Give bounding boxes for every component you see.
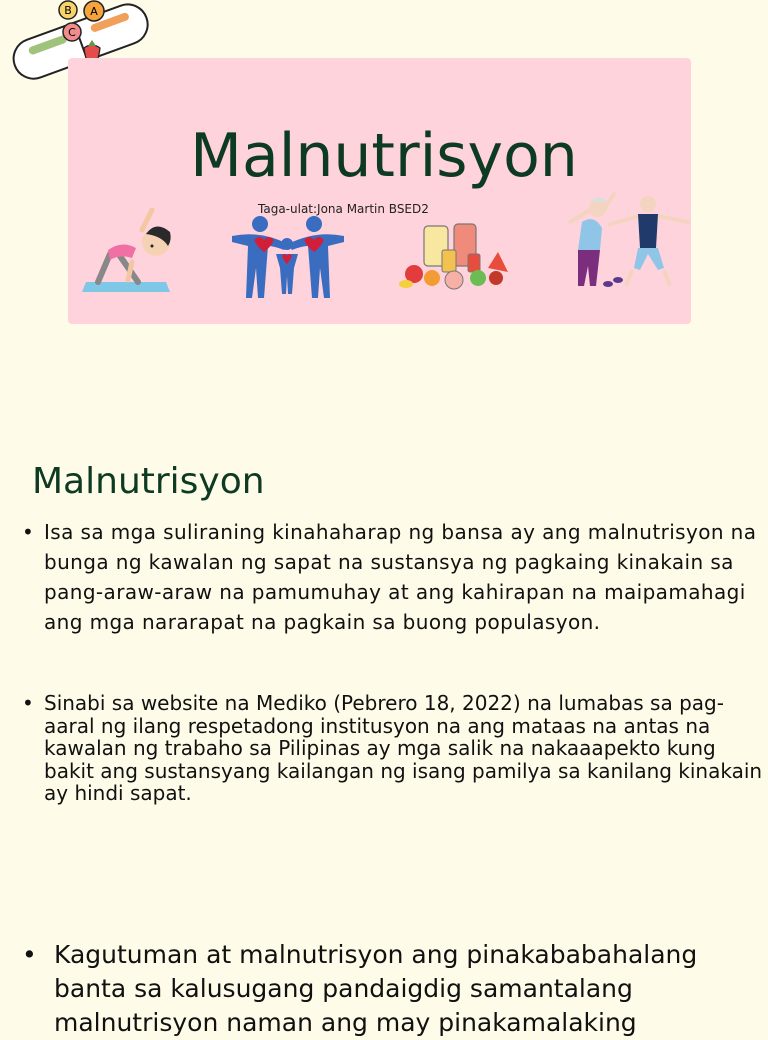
bullet-dot: • [22, 940, 37, 969]
bullet-item [22, 517, 762, 637]
banner-subtitle: Taga-ulat:Jona Martin BSED2 [258, 202, 429, 216]
bullet-dot: • [22, 520, 35, 544]
bullet-dot: • [22, 691, 34, 715]
bullet-item [22, 938, 742, 1040]
family-hearts-illustration [230, 214, 346, 300]
section-heading: Malnutrisyon [32, 461, 265, 502]
bullet-text: Kagutuman at malnutrisyon ang pinakababahalang banta sa kalusugang pandaigdig samantalang malnutrisyon naman ang may pinakamalaking [54, 940, 698, 1037]
vitamin-b-label: B [64, 4, 72, 17]
bullet-text: Sinabi sa website na Mediko (Pebrero 18, 2022) na lumabas sa pag-aaral ng ilang respetadong institusyon na ang mataas na antas na kawalan ng trabaho sa Pilipinas ay mga salik na nakaaapekto kung bakit ang sustansyang kailangan ng isang pamilya sa kanilang kinakain ay hindi sapat. [44, 691, 763, 805]
bullet-text: Isa sa mga suliraning kinahaharap ng bansa ay ang malnutrisyon na bunga ng kawalan ng sapat na sustansya ng pagkaing kinakain sa pang-araw-araw na pamumuhay at ang kahirapan na maipamahagi ang mga nararapat na pagkain sa buong populasyon. [44, 520, 757, 634]
vitamin-a-label: A [90, 5, 98, 18]
bullet-item [22, 692, 768, 805]
seniors-exercising-illustration [552, 192, 692, 292]
yoga-girl-illustration [80, 206, 176, 296]
vitamin-c-label: C [68, 26, 76, 39]
banner-title: Malnutrisyon [190, 121, 578, 191]
healthy-food-illustration [398, 222, 510, 292]
